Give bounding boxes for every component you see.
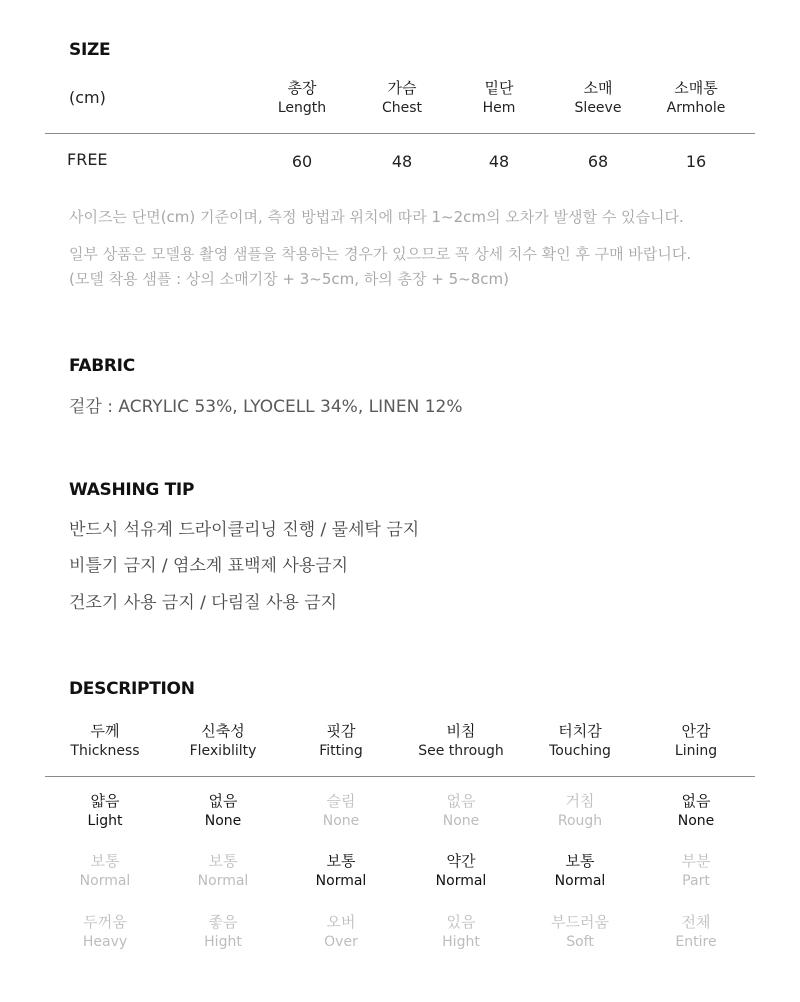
description-option — [401, 912, 521, 952]
description-col-ko: 비침 — [446, 722, 476, 740]
description-option-en: None — [322, 813, 360, 829]
size-col-ko: 총장 — [287, 79, 317, 97]
size-note: 사이즈는 단면(cm) 기준이며, 측정 방법과 위치에 따라 1~2cm의 오차가 발생할 수 있습니다. — [69, 208, 684, 226]
description-option-en: None — [204, 813, 242, 829]
description-option-ko: 보통 — [90, 852, 120, 870]
description-option-selected — [520, 851, 640, 891]
description-col-header — [636, 721, 756, 761]
description-option — [163, 851, 283, 891]
description-option — [636, 912, 756, 952]
description-col-ko: 두께 — [90, 722, 120, 740]
description-option — [45, 912, 165, 952]
size-col-en: Sleeve — [574, 100, 622, 116]
description-option-ko: 보통 — [326, 852, 356, 870]
size-col-ko: 소매통 — [674, 79, 718, 97]
washing-line: 반드시 석유계 드라이클리닝 진행 / 물세탁 금지 — [69, 520, 420, 540]
description-col-en: Flexiblilty — [189, 743, 257, 759]
size-col-armhole — [636, 78, 756, 118]
description-col-header — [281, 721, 401, 761]
description-option-ko: 없음 — [681, 792, 711, 810]
size-col-ko: 가슴 — [387, 79, 417, 97]
description-col-en: See through — [418, 743, 504, 759]
description-option-ko: 부드러움 — [551, 913, 609, 931]
description-option-en: Normal — [435, 873, 487, 889]
description-option-ko: 슬림 — [326, 792, 356, 810]
size-row-label: FREE — [67, 150, 108, 169]
description-option-en: Normal — [554, 873, 606, 889]
description-option-en: Normal — [197, 873, 249, 889]
description-option-en: None — [677, 813, 715, 829]
description-col-en: Thickness — [70, 743, 140, 759]
description-col-header — [520, 721, 640, 761]
description-option-ko: 부분 — [681, 852, 711, 870]
size-col-en: Armhole — [666, 100, 726, 116]
description-col-ko: 터치감 — [558, 722, 602, 740]
description-option-en: None — [442, 813, 480, 829]
washing-line: 건조기 사용 금지 / 다림질 사용 금지 — [69, 593, 338, 613]
description-option — [281, 791, 401, 831]
description-option-en: Soft — [566, 934, 594, 950]
description-option-selected — [401, 851, 521, 891]
description-option-ko: 보통 — [208, 852, 238, 870]
description-col-en: Lining — [674, 743, 718, 759]
description-option-ko: 오버 — [326, 913, 356, 931]
description-option-en: Over — [324, 934, 358, 950]
washing-heading: WASHING TIP — [69, 480, 195, 500]
description-col-header — [45, 721, 165, 761]
size-value-armhole: 16 — [685, 152, 707, 171]
description-option-en: Hight — [204, 934, 242, 950]
description-heading: DESCRIPTION — [69, 679, 195, 699]
description-option-ko: 없음 — [446, 792, 476, 810]
size-note: 일부 상품은 모델용 촬영 샘플을 착용하는 경우가 있으므로 꼭 상세 치수 확인 후 구매 바랍니다. — [69, 245, 692, 263]
size-note: (모델 착용 샘플 : 상의 소매기장 + 3~5cm, 하의 총장 + 5~8cm) — [69, 270, 509, 288]
size-col-en: Chest — [381, 100, 423, 116]
description-option-en: Normal — [315, 873, 367, 889]
description-option — [636, 851, 756, 891]
description-option — [163, 912, 283, 952]
description-option-ko: 거침 — [565, 792, 595, 810]
description-option — [520, 791, 640, 831]
description-option-en: Hight — [442, 934, 480, 950]
description-option — [281, 912, 401, 952]
size-col-ko: 소매 — [583, 79, 613, 97]
description-col-ko: 핏감 — [326, 722, 356, 740]
fabric-text: 겉감 : ACRYLIC 53%, LYOCELL 34%, LINEN 12% — [69, 397, 463, 417]
description-option-selected — [636, 791, 756, 831]
description-option — [401, 791, 521, 831]
description-option-ko: 얇음 — [90, 792, 120, 810]
description-option-ko: 약간 — [446, 852, 476, 870]
description-option — [45, 851, 165, 891]
description-col-header — [163, 721, 283, 761]
description-col-ko: 안감 — [681, 722, 711, 740]
size-col-en: Length — [277, 100, 327, 116]
description-option-ko: 전체 — [681, 913, 711, 931]
description-option — [520, 912, 640, 952]
description-option-selected — [163, 791, 283, 831]
description-option-ko: 없음 — [208, 792, 238, 810]
size-value-length: 60 — [291, 152, 313, 171]
size-value-hem: 48 — [488, 152, 510, 171]
description-option-ko: 있음 — [446, 913, 476, 931]
description-col-en: Fitting — [319, 743, 363, 759]
description-col-en: Touching — [549, 743, 611, 759]
description-option-en: Heavy — [82, 934, 128, 950]
size-unit: (cm) — [69, 88, 106, 107]
description-option-ko: 두꺼움 — [83, 913, 127, 931]
description-option-ko: 좋음 — [208, 913, 238, 931]
description-option-en: Entire — [675, 934, 717, 950]
description-divider — [45, 776, 755, 777]
size-col-ko: 밑단 — [484, 79, 514, 97]
size-heading: SIZE — [69, 40, 111, 60]
description-option-en: Light — [87, 813, 123, 829]
washing-line: 비틀기 금지 / 염소계 표백제 사용금지 — [69, 556, 349, 576]
size-col-en: Hem — [482, 100, 516, 116]
description-col-header — [401, 721, 521, 761]
fabric-heading: FABRIC — [69, 356, 135, 376]
description-col-ko: 신축성 — [201, 722, 245, 740]
description-option-en: Rough — [557, 813, 603, 829]
description-option-selected — [281, 851, 401, 891]
description-option-en: Part — [682, 873, 710, 889]
description-option-selected — [45, 791, 165, 831]
size-value-chest: 48 — [391, 152, 413, 171]
description-option-ko: 보통 — [565, 852, 595, 870]
size-value-sleeve: 68 — [587, 152, 609, 171]
size-divider — [45, 133, 755, 134]
description-option-en: Normal — [79, 873, 131, 889]
